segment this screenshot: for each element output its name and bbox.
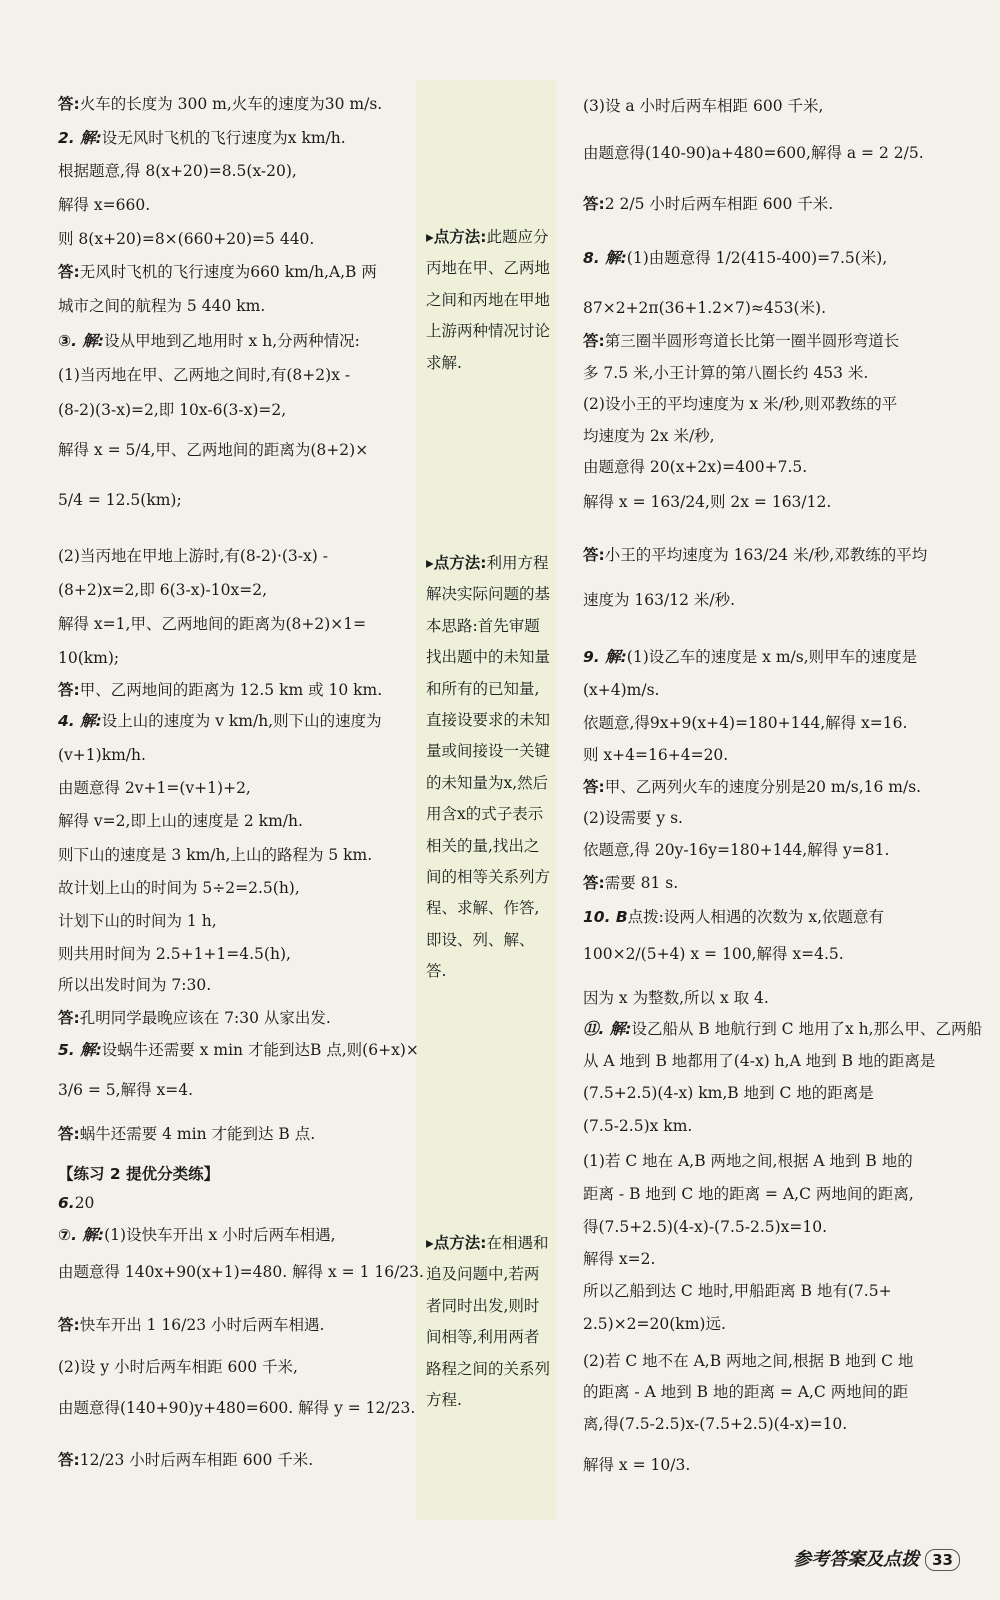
method-tip	[426, 1228, 551, 1416]
right-line-label: ⑪. 解:	[583, 1020, 632, 1038]
left-line	[58, 1398, 415, 1418]
left-line-label: 答:	[58, 681, 80, 699]
left-line-label: ③. 解:	[58, 332, 105, 350]
left-line-text: 10(km);	[58, 649, 120, 667]
right-line-text: (2)设小王的平均速度为 x 米/秒,则邓教练的平	[583, 395, 898, 413]
left-line	[58, 1040, 419, 1060]
left-line	[58, 1080, 193, 1100]
right-line	[583, 1281, 892, 1301]
method-tip-title: ▸点方法:	[426, 1234, 487, 1252]
right-line	[583, 590, 735, 610]
right-line	[583, 1051, 935, 1071]
right-line-text: 87×2+2π(36+1.2×7)≈453(米).	[583, 299, 827, 317]
left-line-label: 4. 解:	[58, 712, 102, 730]
left-line-text: 由题意得 140x+90(x+1)=480. 解得 x = 1 16/23.	[58, 1263, 424, 1281]
right-line	[583, 96, 823, 116]
right-line	[583, 1116, 692, 1136]
left-line	[58, 1225, 336, 1245]
right-line	[583, 840, 889, 860]
left-line-text: (8+2)x=2,即 6(3-x)-10x=2,	[58, 581, 268, 599]
right-line-label: 8. 解:	[583, 249, 627, 267]
right-line	[583, 1455, 690, 1475]
left-line	[58, 296, 265, 316]
left-line	[58, 944, 291, 964]
left-line-text: 火车的长度为 300 m,火车的速度为30 m/s.	[79, 95, 383, 113]
right-line-text: 距离 - B 地到 C 地的距离 = A,C 两地间的距离,	[583, 1185, 914, 1203]
left-line-text: 设蜗牛还需要 x min 才能到达B 点,则(6+x)×	[101, 1041, 419, 1059]
left-line-text: 根据题意,得 8(x+20)=8.5(x-20),	[58, 162, 297, 180]
page-footer	[793, 1545, 960, 1571]
right-line-text: 从 A 地到 B 地都用了(4-x) h,A 地到 B 地的距离是	[583, 1052, 936, 1070]
left-line	[58, 546, 328, 566]
method-tip	[426, 548, 551, 988]
left-line	[58, 648, 119, 668]
right-line-text: 点拨:设两人相遇的次数为 x,依题意有	[627, 908, 884, 926]
left-line	[58, 1124, 315, 1144]
left-line-text: (1)设快车开出 x 小时后两车相遇,	[104, 1226, 336, 1244]
right-line	[583, 1083, 874, 1103]
right-line-text: 小王的平均速度为 163/24 米/秒,邓教练的平均	[604, 546, 928, 564]
right-line	[583, 1351, 913, 1371]
right-line-label: 答:	[583, 874, 605, 892]
right-line	[583, 331, 899, 351]
left-line-text: 则共用时间为 2.5+1+1=4.5(h),	[58, 945, 291, 963]
left-line	[58, 778, 251, 798]
left-line-text: 解得 v=2,即上山的速度是 2 km/h.	[58, 812, 303, 830]
left-line	[58, 128, 346, 148]
right-line	[583, 1314, 726, 1334]
right-line-label: 答:	[583, 195, 605, 213]
right-line	[583, 1019, 982, 1039]
right-line	[583, 944, 844, 964]
right-line-text: (x+4)m/s.	[583, 681, 660, 699]
left-line	[58, 440, 368, 460]
left-line	[58, 975, 211, 995]
left-line	[58, 365, 350, 385]
right-line	[583, 1414, 847, 1434]
right-line-text: 解得 x=2.	[583, 1250, 656, 1268]
method-tip	[426, 222, 551, 379]
right-line	[583, 907, 884, 927]
left-line-text: (2)设 y 小时后两车相距 600 千米,	[58, 1358, 298, 1376]
right-line-text: (2)若 C 地不在 A,B 两地之间,根据 B 地到 C 地	[583, 1352, 914, 1370]
left-line-text: 解得 x = 5/4,甲、乙两地间的距离为(8+2)×	[58, 441, 369, 459]
left-line-text: 设从甲地到乙地用时 x h,分两种情况:	[104, 332, 360, 350]
left-line-label: 答:	[58, 263, 80, 281]
right-line-text: 由题意得 20(x+2x)=400+7.5.	[583, 458, 808, 476]
right-line	[583, 426, 715, 446]
left-line-text: 3/6 = 5,解得 x=4.	[58, 1081, 194, 1099]
left-line	[58, 1262, 424, 1282]
left-line	[58, 580, 267, 600]
left-line-text: 则下山的速度是 3 km/h,上山的路程为 5 km.	[58, 846, 373, 864]
left-line-text: 城市之间的航程为 5 440 km.	[58, 297, 266, 315]
right-line-text: 速度为 163/12 米/秒.	[583, 591, 736, 609]
right-line-text: 因为 x 为整数,所以 x 取 4.	[583, 989, 769, 1007]
right-line	[583, 873, 678, 893]
right-line-text: 所以乙船到达 C 地时,甲船距离 B 地有(7.5+	[583, 1282, 892, 1300]
left-line	[58, 1357, 298, 1377]
left-line	[58, 1193, 94, 1213]
right-line-label: 9. 解:	[583, 648, 627, 666]
left-line	[58, 229, 314, 249]
left-line-text: 蜗牛还需要 4 min 才能到达 B 点.	[79, 1125, 316, 1143]
left-line	[58, 1450, 313, 1470]
left-line-text: (2)当丙地在甲地上游时,有(8-2)·(3-x) -	[58, 547, 328, 565]
right-line	[583, 745, 728, 765]
right-line	[583, 394, 897, 414]
left-line-text: 由题意得 2v+1=(v+1)+2,	[58, 779, 251, 797]
left-line-label: 答:	[58, 1451, 80, 1469]
left-line	[58, 711, 382, 731]
left-line-text: 故计划上山的时间为 5÷2=2.5(h),	[58, 879, 300, 897]
page-number: 33	[925, 1549, 960, 1571]
right-line-text: 2.5)×2=20(km)远.	[583, 1315, 726, 1333]
left-line	[58, 195, 150, 215]
right-line-text: 则 x+4=16+4=20.	[583, 746, 729, 764]
right-line-label: 答:	[583, 332, 605, 350]
method-tip-body: 此题应分丙地在甲、乙两地之间和丙地在甲地上游两种情况讨论求解.	[426, 228, 551, 372]
right-line-text: (1)若 C 地在 A,B 两地之间,根据 A 地到 B 地的	[583, 1152, 913, 1170]
left-line-text: 由题意得(140+90)y+480=600. 解得 y = 12/23.	[58, 1399, 416, 1417]
left-line-text: (8-2)(3-x)=2,即 10x-6(3-x)=2,	[58, 401, 287, 419]
left-line	[58, 400, 286, 420]
method-tip-body: 在相遇和追及问题中,若两者同时出发,则时间相等,利用两者路程之间的关系列方程.	[426, 1234, 551, 1410]
right-line	[583, 777, 921, 797]
right-line-label: 10. B	[583, 908, 628, 926]
right-line-text: (7.5+2.5)(4-x) km,B 地到 C 地的距离是	[583, 1084, 874, 1102]
left-line	[58, 161, 297, 181]
right-line-text: 甲、乙两列火车的速度分别是20 m/s,16 m/s.	[604, 778, 922, 796]
left-line-text: (1)当丙地在甲、乙两地之间时,有(8+2)x -	[58, 366, 351, 384]
left-line-label: 2. 解:	[58, 129, 102, 147]
right-line	[583, 988, 769, 1008]
left-line	[58, 1315, 324, 1335]
right-line	[583, 647, 917, 667]
left-line	[58, 614, 366, 634]
right-line	[583, 1249, 655, 1269]
right-line-text: 2 2/5 小时后两车相距 600 千米.	[604, 195, 834, 213]
left-line	[58, 845, 372, 865]
right-line-text: 均速度为 2x 米/秒,	[583, 427, 715, 445]
left-line-text: (v+1)km/h.	[58, 746, 146, 764]
left-line	[58, 911, 217, 931]
right-line	[583, 713, 907, 733]
left-line	[58, 490, 182, 510]
left-line-text: 甲、乙两地间的距离为 12.5 km 或 10 km.	[79, 681, 383, 699]
right-line-text: 离,得(7.5-2.5)x-(7.5+2.5)(4-x)=10.	[583, 1415, 848, 1433]
right-line-text: (1)由题意得 1/2(415-400)=7.5(米),	[626, 249, 888, 267]
left-line	[58, 94, 382, 114]
right-line	[583, 1382, 908, 1402]
right-line-label: 答:	[583, 778, 605, 796]
right-line	[583, 194, 833, 214]
right-line-text: 多 7.5 米,小王计算的第八圈长约 453 米.	[583, 364, 869, 382]
right-line	[583, 457, 807, 477]
right-line-text: 的距离 - A 地到 B 地的距离 = A,C 两地间的距	[583, 1383, 909, 1401]
right-line	[583, 1151, 913, 1171]
right-line-text: 由题意得(140-90)a+480=600,解得 a = 2 2/5.	[583, 144, 924, 162]
left-line	[58, 1008, 331, 1028]
right-line-label: 答:	[583, 546, 605, 564]
method-tip-title: ▸点方法:	[426, 554, 487, 572]
left-line-label: 答:	[58, 1316, 80, 1334]
left-line-label: ⑦. 解:	[58, 1226, 105, 1244]
right-line-text: (3)设 a 小时后两车相距 600 千米,	[583, 97, 824, 115]
left-line-label: 答:	[58, 1009, 80, 1027]
method-tip-body: 利用方程解决实际问题的基本思路:首先审题找出题中的未知量和所有的已知量,直接设要求的未知量或间接设一关键的未知量为x,然后用含x的式子表示相关的量,找出之间的相等关系列方程、求解、作答,即设、列、解、答.	[426, 554, 551, 981]
left-line-label: 5. 解:	[58, 1041, 102, 1059]
right-line-text: 设乙船从 B 地航行到 C 地用了x h,那么甲、乙两船	[631, 1020, 983, 1038]
right-line	[583, 363, 868, 383]
right-line-text: 解得 x = 163/24,则 2x = 163/12.	[583, 493, 832, 511]
left-line-text: 【练习 2 提优分类练】	[58, 1165, 220, 1183]
left-line-text: 快车开出 1 16/23 小时后两车相遇.	[79, 1316, 325, 1334]
right-line-text: 解得 x = 10/3.	[583, 1456, 691, 1474]
left-line-text: 12/23 小时后两车相距 600 千米.	[79, 1451, 314, 1469]
right-line-text: 得(7.5+2.5)(4-x)-(7.5-2.5)x=10.	[583, 1218, 828, 1236]
right-line-text: 依题意,得 20y-16y=180+144,解得 y=81.	[583, 841, 890, 859]
left-line-label: 6.	[58, 1194, 75, 1212]
left-line-text: 设无风时飞机的飞行速度为x km/h.	[101, 129, 346, 147]
left-line-text: 设上山的速度为 v km/h,则下山的速度为	[101, 712, 382, 730]
right-line-text: 100×2/(5+4) x = 100,解得 x=4.5.	[583, 945, 844, 963]
left-line-text: 解得 x=1,甲、乙两地间的距离为(8+2)×1=	[58, 615, 367, 633]
right-line-text: 需要 81 s.	[604, 874, 679, 892]
left-line-text: 所以出发时间为 7:30.	[58, 976, 212, 994]
left-line	[58, 745, 146, 765]
left-line-text: 解得 x=660.	[58, 196, 151, 214]
left-line	[58, 878, 300, 898]
left-line	[58, 331, 360, 351]
right-line	[583, 143, 924, 163]
left-line-text: 5/4 = 12.5(km);	[58, 491, 182, 509]
left-line-label: 答:	[58, 95, 80, 113]
left-line-text: 则 8(x+20)=8×(660+20)=5 440.	[58, 230, 315, 248]
right-line-text: (2)设需要 y s.	[583, 809, 683, 827]
right-line	[583, 492, 831, 512]
left-line	[58, 811, 303, 831]
left-line	[58, 1164, 219, 1184]
right-line-text: 第三圈半圆形弯道长比第一圈半圆形弯道长	[604, 332, 900, 350]
right-line	[583, 298, 826, 318]
left-line-text: 孔明同学最晚应该在 7:30 从家出发.	[79, 1009, 331, 1027]
left-line-label: 答:	[58, 1125, 80, 1143]
left-line-text: 20	[74, 1194, 95, 1212]
right-line	[583, 1184, 914, 1204]
right-line-text: (1)设乙车的速度是 x m/s,则甲车的速度是	[626, 648, 918, 666]
right-line-text: 依题意,得9x+9(x+4)=180+144,解得 x=16.	[583, 714, 908, 732]
right-line	[583, 808, 683, 828]
right-line	[583, 680, 660, 700]
right-line	[583, 1217, 827, 1237]
right-line	[583, 248, 887, 268]
footer-label: 参考答案及点拨	[793, 1549, 920, 1570]
method-tip-title: ▸点方法:	[426, 228, 487, 246]
left-line-text: 计划下山的时间为 1 h,	[58, 912, 217, 930]
left-line-text: 无风时飞机的飞行速度为660 km/h,A,B 两	[79, 263, 377, 281]
right-line	[583, 545, 927, 565]
right-line-text: (7.5-2.5)x km.	[583, 1117, 693, 1135]
left-line	[58, 262, 377, 282]
left-line	[58, 680, 382, 700]
